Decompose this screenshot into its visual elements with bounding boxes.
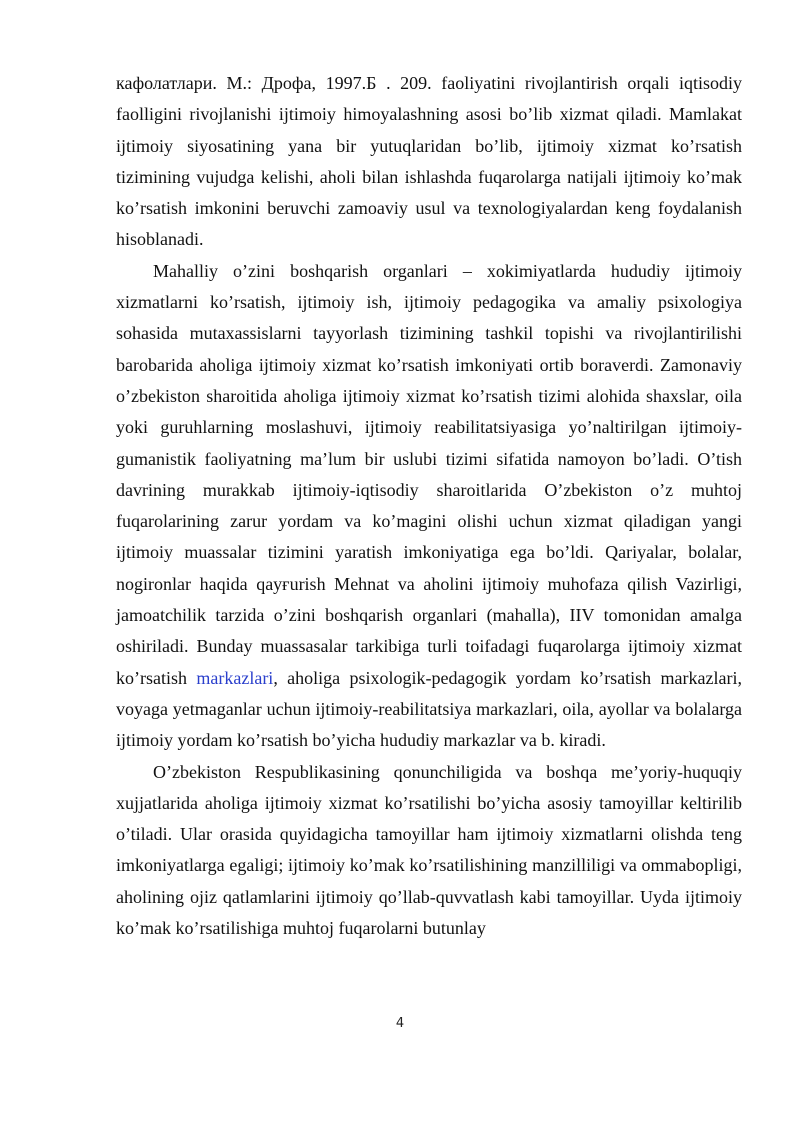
paragraph-2-text-end: , aholiga psixologik-pedagogik yordam ko’rsatish markazlari, voyaga yetmaganlar uchun ijtimoiy-reabilitatsiya markazlari, oila, ayollar va bolalarga ijtimoiy yordam ko’rsatish bo’yicha hududiy markazlar va b. kiradi. — [116, 667, 742, 751]
body-text — [116, 68, 742, 944]
markazlari-link[interactable]: markazlari — [196, 667, 274, 688]
paragraph-1: кафолатлари. М.: Дрофа, 1997.Б . 209. faoliyatini rivojlantirish orqali iqtisodiy faolligini rivojlanishi ijtimoiy himoyalashning asosi bo’lib xizmat qiladi. Mamlakat ijtimoiy siyosatining yana bir yutuqlaridan bo’lib, ijtimoiy xizmat ko’rsatish tizimining vujudga kelishi, aholi bilan ishlashda fuqarolarga natijali ijtimoiy ko’mak ko’rsatish imkonini beruvchi zamoaviy usul va texnologiyalardan keng foydalanish hisoblanadi. — [116, 73, 742, 250]
paragraph-3: O’zbekiston Respublikasining qonunchiligida va boshqa me’yoriy-huquqiy xujjatlarida aholiga ijtimoiy xizmat ko’rsatilishi bo’yicha asosiy tamoyillar keltirilib o’tiladi. Ular orasida quyidagicha tamoyillar ham ijtimoiy xizmatlarni olishda teng imkoniyatlarga egaligi; ijtimoiy ko’mak ko’rsatilishining manzilliligi va ommabopligi, aholining ojiz qatlamlarini ijtimoiy qo’llab-quvvatlash kabi tamoyillar. Uyda ijtimoiy ko’mak ko’rsatilishiga muhtoj fuqarolarni butunlay — [116, 761, 742, 939]
paragraph-2-text-start: Mahalliy o’zini boshqarish organlari – xokimiyatlarda hududiy ijtimoiy xizmatlarni ko’rsatish, ijtimoiy ish, ijtimoiy pedagogika va amaliy psixologiya sohasida mutaxassislarni tayyorlash tizimining tashkil topishi va rivojlantirilishi barobarida aholiga ijtimoiy xizmat ko’rsatish imkoniyati ortib boraverdi. Zamonaviy o’zbekiston sharoitida aholiga ijtimoiy xizmat ko’rsatish tizimi alohida shaxslar, oila yoki guruhlarning moslashuvi, ijtimoiy reabilitatsiyasiga yo’naltirilgan ijtimoiy-gumanistik faoliyatning ma’lum bir uslubi tizimi sifatida namoyon bo’ladi. O’tish davrining murakkab ijtimoiy-iqtisodiy sharoitlarida O’zbekiston o’z muhtoj fuqarolarining zarur yordam va ko’magini olishi uchun xizmat qiladigan yangi ijtimoiy muassalar tizimini yaratish imkoniyatiga ega bo’ldi. Qariyalar, bolalar, nogironlar haqida qayғurish Mehnat va aholini ijtimoiy muhofaza qilish Vazirligi, jamoatchilik tarzida o’zini boshqarish organlari (mahalla), IIV tomonidan amalga oshiriladi. Bunday muassasalar tarkibiga turli toifadagi fuqarolarga ijtimoiy xizmat ko’rsatish — [116, 260, 742, 688]
page-number: 4 — [395, 1016, 405, 1031]
paragraph-2 — [116, 256, 742, 757]
